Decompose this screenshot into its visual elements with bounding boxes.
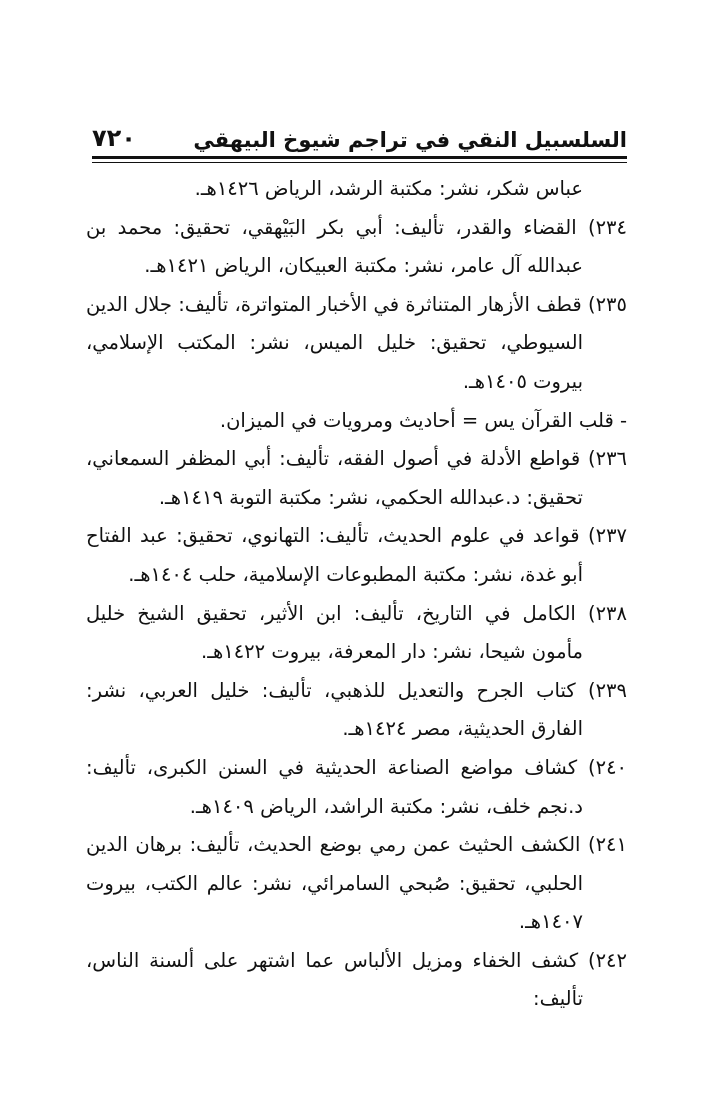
bibliography-entry-239 xyxy=(86,672,627,749)
entry-text: قواعد في علوم الحديث، تأليف: التهانوي، تحقيق: عبد الفتاح أبو غدة، نشر: مكتبة المطبوعات الإسلامية، حلب ١٤٠٤هـ. xyxy=(86,524,583,586)
bibliography-entry-242 xyxy=(86,942,627,1019)
bibliography-entry-236 xyxy=(86,440,627,517)
entry-number: ٢٣٧) xyxy=(587,524,628,548)
running-title: السلسبيل النقي في تراجم شيوخ البيهقي xyxy=(193,128,627,152)
entry-text: قطف الأزهار المتناثرة في الأخبار المتواترة، تأليف: جلال الدين السيوطي، تحقيق: خليل الميس، نشر: المكتب الإسلامي، بيروت ١٤٠٥هـ. xyxy=(86,292,583,393)
entry-number: ٢٣٥) xyxy=(587,292,627,316)
header-rule-thick xyxy=(92,156,627,159)
bibliography-entry-240 xyxy=(86,749,627,826)
entry-text: الكامل في التاريخ، تأليف: ابن الأثير، تحقيق الشيخ خليل مأمون شيحا، نشر: دار المعرفة، بيروت ١٤٢٢هـ. xyxy=(86,601,583,664)
entry-number: ٢٣٦) xyxy=(587,447,628,471)
bibliography-entry-237 xyxy=(86,517,627,594)
entry-number: ٢٤٢) xyxy=(587,948,627,972)
page-number: ٧٢٠ xyxy=(92,124,136,152)
page-header xyxy=(92,112,627,152)
entry-text: قواطع الأدلة في أصول الفقه، تأليف: أبي المظفر السمعاني، تحقيق: د.عبدالله الحكمي، نشر: مكتبة التوبة ١٤١٩هـ. xyxy=(86,447,583,509)
header-rule-thin xyxy=(92,162,627,163)
entry-text: كتاب الجرح والتعديل للذهبي، تأليف: خليل العربي، نشر: الفارق الحديثية، مصر ١٤٢٤هـ. xyxy=(86,678,583,741)
bibliography-entry-238 xyxy=(86,595,627,672)
bibliography-body xyxy=(86,170,627,1019)
bibliography-entry-234 xyxy=(86,209,627,286)
continuation-line: عباس شكر، نشر: مكتبة الرشد، الرياض ١٤٢٦هـ. xyxy=(194,177,583,200)
entry-number: ٢٣٩) xyxy=(587,678,627,702)
entry-text: الكشف الحثيث عمن رمي بوضع الحديث، تأليف: برهان الدين الحلبي، تحقيق: صُبحي السامرائي، نشر: عالم الكتب، بيروت ١٤٠٧هـ. xyxy=(86,833,583,934)
entry-text: كشف الخفاء ومزيل الألباس عما اشتهر على ألسنة الناس، تأليف: xyxy=(86,948,583,1011)
entry-number: ٢٤١) xyxy=(587,833,627,857)
entry-number: ٢٤٠) xyxy=(587,755,628,779)
entry-text: كشاف مواضع الصناعة الحديثية في السنن الكبرى، تأليف: د.نجم خلف، نشر: مكتبة الراشد، الرياض ١٤٠٩هـ. xyxy=(86,755,583,818)
bibliography-entry-235 xyxy=(86,286,627,402)
entry-number: ٢٣٨) xyxy=(587,601,627,625)
entry-number: ٢٣٤) xyxy=(587,215,627,239)
cross-reference: - قلب القرآن يس = أحاديث ومرويات في الميزان. xyxy=(219,408,627,432)
entry-text: القضاء والقدر، تأليف: أبي بكر البَيْهقي، تحقيق: محمد بن عبدالله آل عامر، نشر: مكتبة العبيكان، الرياض ١٤٢١هـ. xyxy=(86,215,583,278)
bibliography-entry-241 xyxy=(86,826,627,942)
